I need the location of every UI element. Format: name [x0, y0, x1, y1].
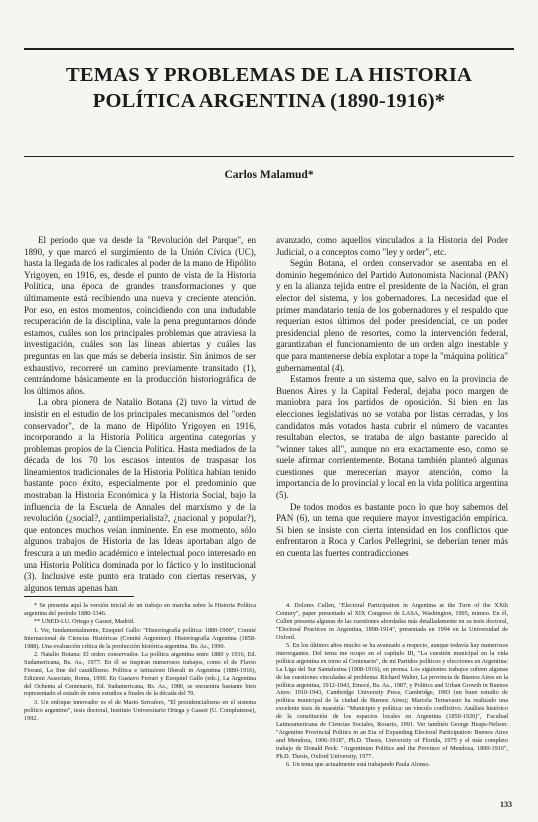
footnote: 4. Dolores Cullen, "Electoral Participation in Argentina at the Turn of the XXth Century", paper presentado al XIX Congreso de LASA, Washington, 1995, mimeo. En él, Cullen presenta algunas de las cuestiones abordadas más detalladamente en su tesis doctoral, "Electoral Practices in Argentina, 1898-1914", presentada en 1994 en la Universidad de Oxford.	[276, 602, 508, 641]
title-line-1: TEMAS Y PROBLEMAS DE LA HISTORIA	[65, 64, 473, 86]
footnote: ** UNED-I.U. Ortega y Gasset, Madrid.	[34, 618, 135, 626]
paragraph: Estamos frente a un sistema que, salvo en la provincia de Buenos Aires y la Capital Federal, dejaba poco margen de maniobra para los partidos de oposición. Si bien en las elecciones legislativas no se votaba por listas cerradas, y los candidatos más votados hasta cubrir el número de vacantes resultaban electos, se trataba de algo bastante parecido al "winner takes all", aunque no era exactamente eso, como se suele afirmar corrientemente. Botana también planteó algunas cuestiones que merecerían mayor atención, como la importancia de lo provincial y local en la vida política argentina (5).	[276, 374, 508, 501]
footnote: * Se presenta aquí la versión inicial de un trabajo en marcha sobre la Historia Política argentina del período 1880-1346.	[24, 602, 256, 617]
top-rule	[24, 48, 514, 50]
body-column-left	[24, 235, 256, 594]
footnote-rule-left	[24, 596, 134, 597]
footnote: 2. Natalio Botana: El orden conservador. La política argentina entre 1880 y 1916, Ed. Sudamericana, Bs. As., 1977. En él se inspiran numerosos trabajos, como el de Flavio Fiorani, La fine del caudillismo. Política e istituzioni liberali in Argentina (1880-1916), Edizioni Associate, Roma, 1990. En Gustavo Ferrari y Ezequiel Gallo (eds.), La Argentina del Ochenta al Centenario, Ed. Sudamericana, Bs. As., 1980, se encuentra bastante bien representado el estado de estos estudios a finales de la década del 70.	[24, 650, 256, 698]
paragraph: avanzado, como aquellos vinculados a la Historia del Poder Judicial, o a conceptos como "ley y order", etc.	[276, 235, 508, 257]
page-number: 133	[500, 800, 512, 809]
footnotes-right	[276, 602, 508, 770]
paragraph: De todos modos es bastante poco lo que hoy sabemos del PAN (6), un tema que requiere mayor investigación empírica. Si bien se insiste con cierta intensidad en los conflictos que enfrentaron a Roca y Carlos Pellegrini, se deberían tener más en cuenta las fuertes contradicciones	[276, 501, 508, 559]
footnote: 1. Ver, fundamentalmente, Ezequiel Gallo: "Historiografía política: 1880-1900", Comité Internacional de Ciencias Históricas (Comité Argentino): Historiografía Argentina (1858-1988). Una evaluación crítica de la producción histórica argentina. Bs. As., 1990.	[24, 626, 256, 650]
paragraph: La obra pionera de Natalio Botana (2) tuvo la virtud de insistir en el estudio de los principales mecanismos del "orden conservador", de la mano de Hipólito Yrigoyen en 1916, incorporando a la Historia Política argentina categorías y problemas propios de la Ciencia Política. Hasta mediados de la década de los 70 los escasos intentos de traspasar los lineamientos tradicionales de la Historia Política habían tenido bastante poco éxito, especialmente por el predominio que mostraban la Historia Económica y la Historia Social, bajo la influencia de la Escuela de Annales del marxismo y de la revolución (¿social?, ¿antiimperialista?, ¿nacional y popular?), que entonces muchos veían inminente. En ese momento, sólo algunos trabajos de Historia de las Ideas aportaban algo de frescura a un medio académico e intelectual poco interesado en una Historia Política dominada por lo fáctico y lo institucional (3). Inclusive este punto era tratado con ciertas reservas, y algunos temas apenas han	[24, 397, 256, 593]
footnote: 5. En los últimos años mucho se ha avanzado a respecto, aunque todavía hay numerosos interrogantes. Del tema me ocupo en el capítulo III, "La cuestión municipal en la vida política argentina en torno al Centenario", de mi Partidos políticos y elecciones en Argentina: La Liga del Sur Santafesina (1908-1916), en prensa. Los siguientes trabajos cubren algunas de las cuestiones vinculadas al problema: Richard Walter, La provincia de Buenos Aires en la política argentina, 1912-1943, Emecé, Bs. As., 1987, y Politics and Urban Growth in Buenos Aires: 1910-1943, Cambridge University Press, Cambridge, 1993 (un buen estudio de política municipal de la ciudad de Buenos Aires); Marcela Ternavasio ha realizado una excelente tesis de maestría: "Municipio y política: un vínculo conflictivo. Análisis histórico de la constitución de los espacios locales en Argentina (1850-1920)", Facultad Latinoamericana de Ciencias Sociales, Rosario, 1991. Ver también George Heaps-Nelson: "Argentine Provincial Politics in an Era of Expanding Electoral Participation: Buenos Aires and Mendoza, 1906-1918", Ph.D. Thesis, University of Florida, 1975 y el más completo trabajo de Donald Peck: "Argentinian Politics and the Province of Mendoza, 1890-1916", Ph.D. Thesis, Oxford University, 1977.	[276, 642, 508, 760]
body-column-right	[276, 235, 508, 560]
author-name: Carlos Malamud*	[224, 169, 314, 181]
article-title	[30, 62, 508, 114]
title-line-2: POLÍTICA ARGENTINA (1890-1916)*	[92, 90, 446, 112]
paragraph: Según Botana, el orden conservador se asentaba en el dominio hegemónico del Partido Autonomista Nacional (PAN) y en la alianza tejida entre el presidente de la Nación, el gran elector del sistema, y los gobernadores. La necesidad que el primer mandatario tenía de los gobernadores y el respaldo que requerían estos últimos del poder presidencial, ce un poder presidencial pleno de resortes, como la intervención federal, garantizaban el funcionamiento de un orden algo inestable y que para mantenerse debía explotar a tope la "máquina política" gubernamental (4).	[276, 258, 508, 373]
paragraph: El período que va desde la "Revolución del Parque", en 1890, y que marcó el surgimiento de la Unión Cívica (UC), hasta la llegada de los radicales al poder de la mano de Hipólito Yrigoyen, en 1916, es, desde el punto de vista de la Historia Política, una época de grandes transformaciones y que últimamente está recibiendo una nueva y creciente atención. Por eso, en estos momentos, coincidiendo con una indudable recuperación de la disciplina, vale la pena preguntarnos dónde estamos, cuáles son los principales problemas que atraviesa la investigación, cuáles son las líneas abiertas y cuáles las preguntas en las que más se debería insistir. Sin ánimos de ser exhaustivo, recorreré un camino previamente transitado (1), centrándome básicamente en la producción historiográfica de los últimos años.	[24, 235, 256, 396]
footnotes-left	[24, 602, 256, 723]
title-divider	[24, 156, 514, 157]
footnote: 6. Un tema que actualmente está trabajando Paula Alonso.	[286, 761, 430, 769]
footnote: 3. Un enfoque innovador es el de Mario Serrafero, "El presidencialismo en el sistema político argentino", tesis doctoral, Instituto Universitario Ortega y Gasset (U. Complutense), 1992.	[24, 698, 256, 722]
